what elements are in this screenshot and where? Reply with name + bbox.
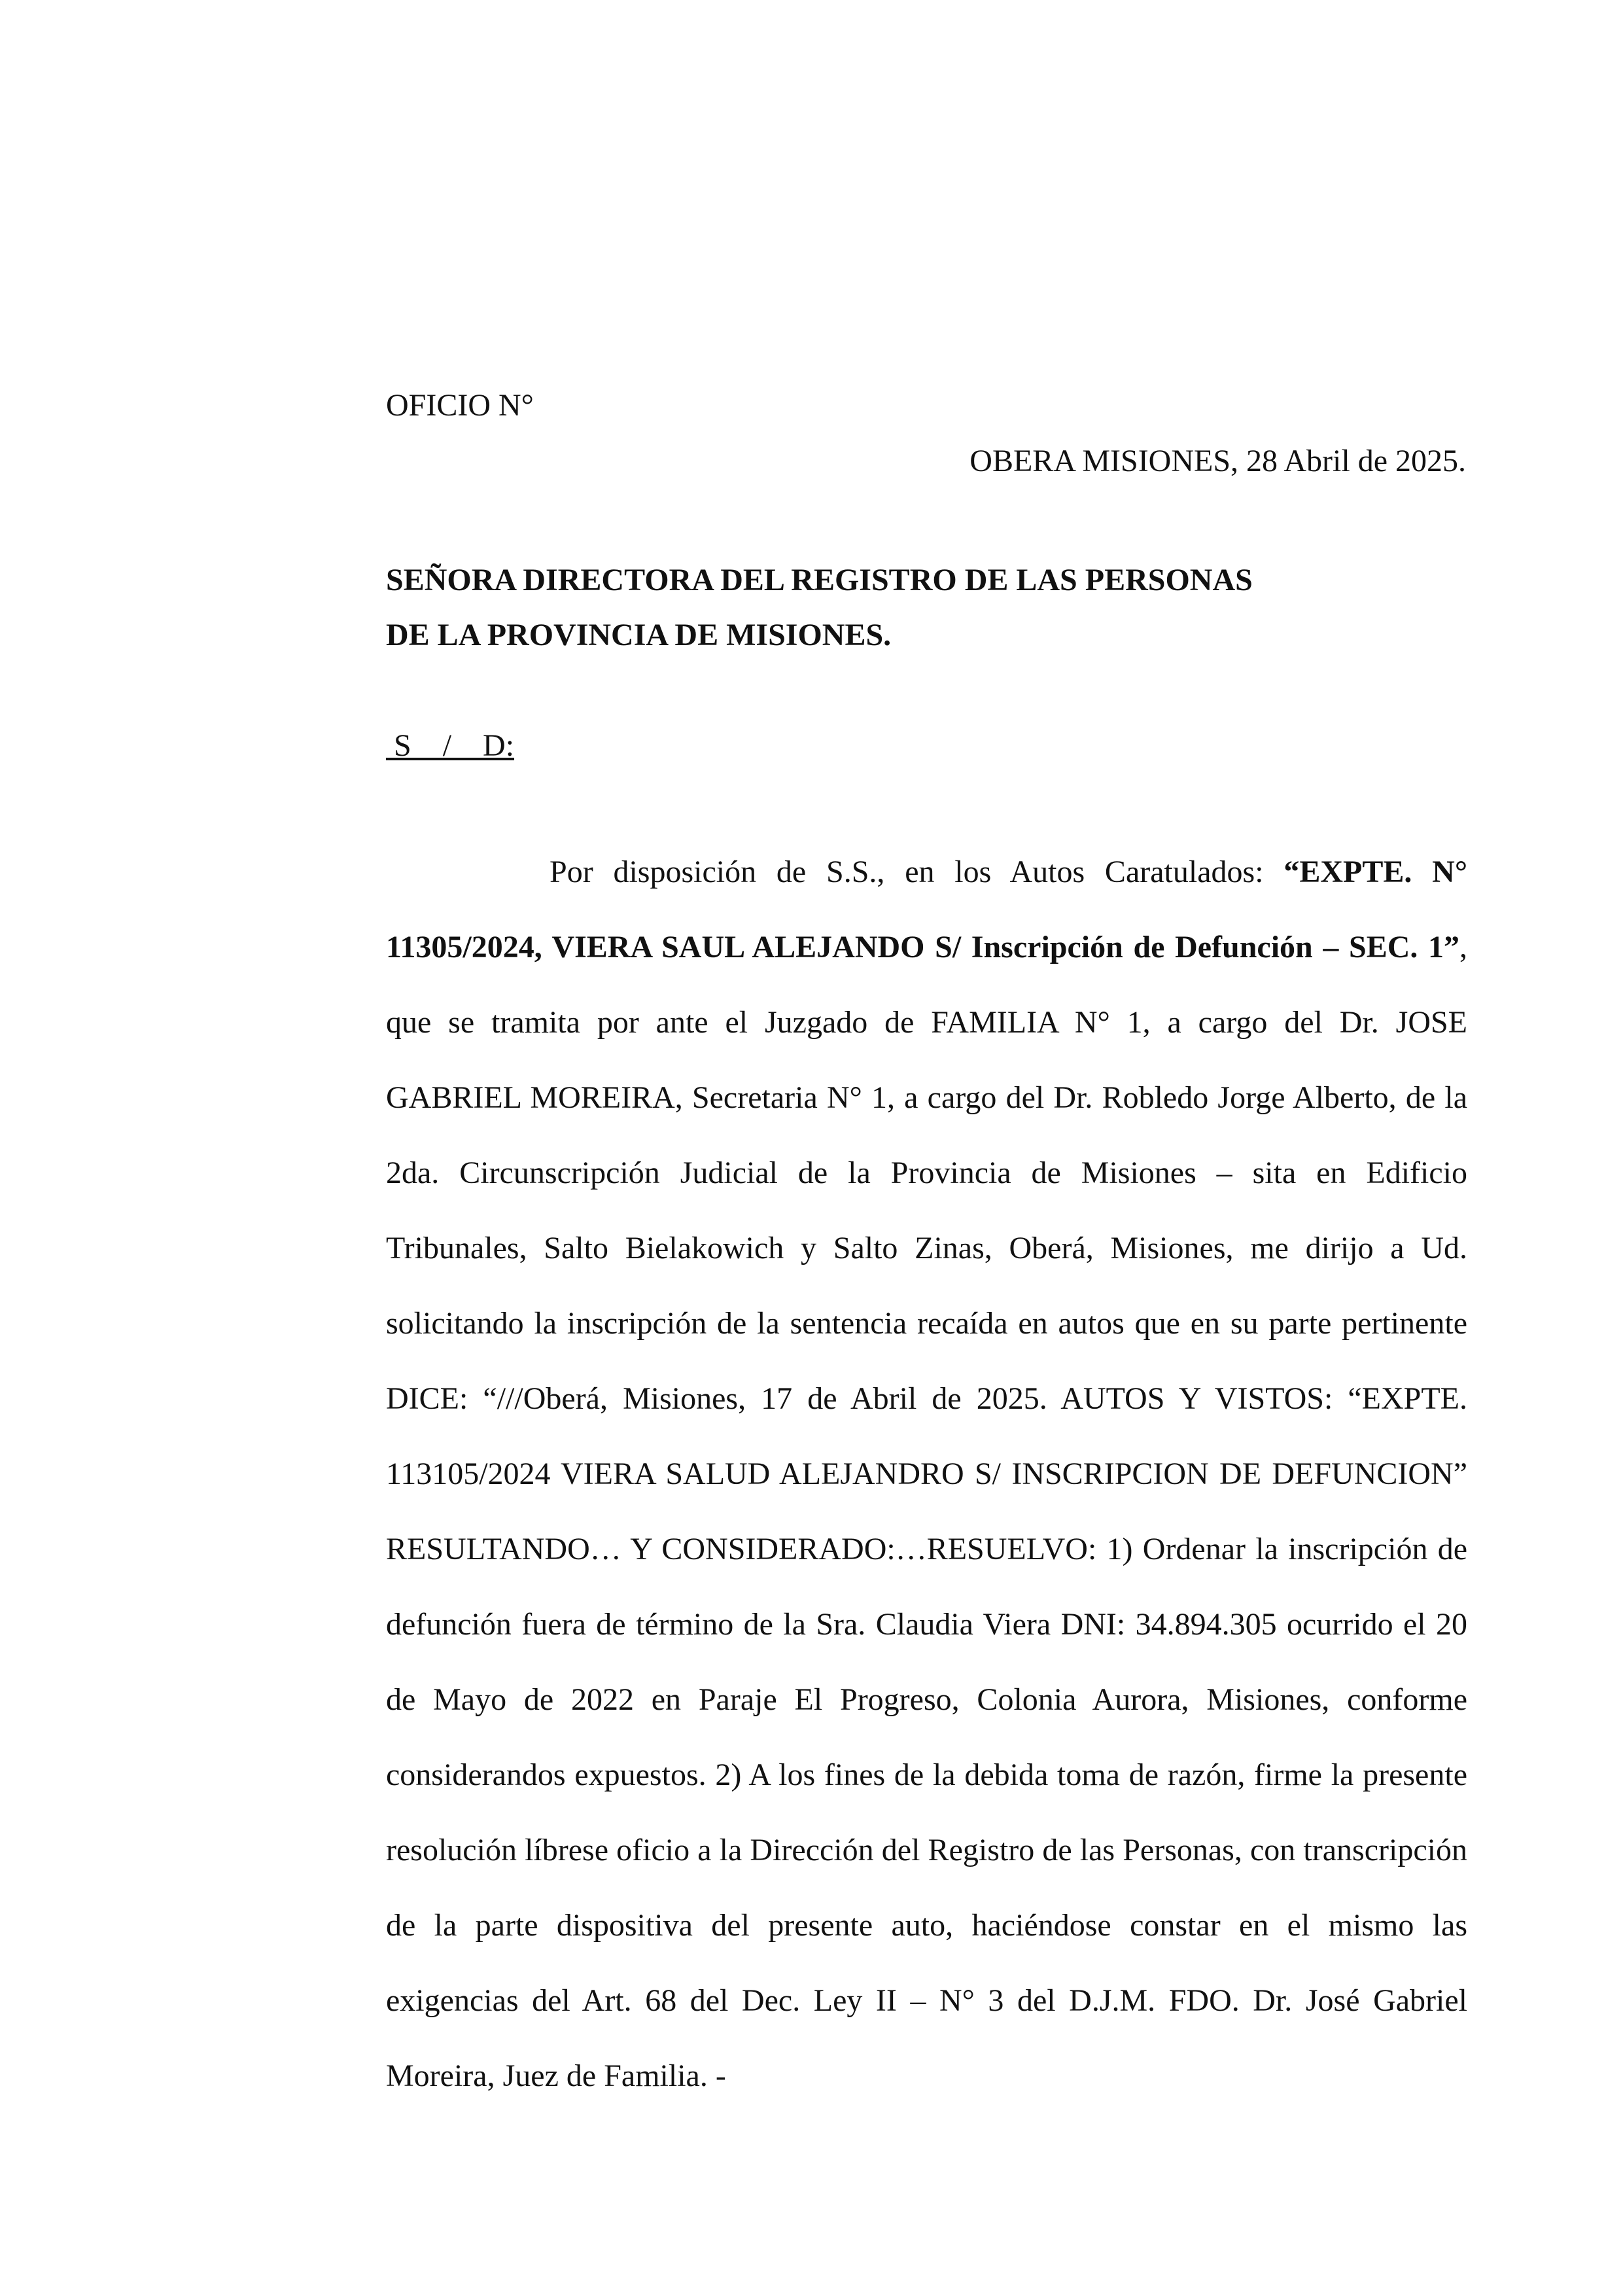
addressee-line-1: SEÑORA DIRECTORA DEL REGISTRO DE LAS PERSONAS <box>386 563 1253 597</box>
body-rest: , que se tramita por ante el Juzgado de FAMILIA N° 1, a cargo del Dr. JOSE GABRIEL MOREIRA, Secretaria N° 1, a cargo del Dr. Robledo Jorge Alberto, de la 2da. Circunscripción Judicial de la Provincia de Misiones – sita en Edificio Tribunales, Salto Bielakowich y Salto Zinas, Oberá, Misiones, me dirijo a Ud. solicitando la inscripción de la sentencia recaída en autos que en su parte pertinente DICE: “///Oberá, Misiones, 17 de Abril de 2025. AUTOS Y VISTOS: “EXPTE. 113105/2024 VIERA SALUD ALEJANDRO S/ INSCRIPCION DE DEFUNCION” RESULTANDO… Y CONSIDERADO:…RESUELVO: 1) Ordenar la inscripción de defunción fuera de término de la Sra. Claudia Viera DNI: 34.894.305 ocurrido el 20 de Mayo de 2022 en Paraje El Progreso, Colonia Aurora, Misiones, conforme considerandos expuestos. 2) A los fines de la debida toma de razón, firme la presente resolución líbrese oficio a la Dirección del Registro de las Personas, con transcripción de la parte dispositiva del presente auto, haciéndose constar en el mismo las exigencias del Art. 68 del Dec. Ley II – N° 3 del D.J.M. FDO. Dr. José Gabriel Moreira, Juez de Familia. - <box>386 930 1467 2093</box>
body-paragraph <box>386 834 1467 2113</box>
oficio-number: OFICIO N° <box>386 388 534 423</box>
addressee-line-2: DE LA PROVINCIA DE MISIONES. <box>386 618 892 652</box>
body-intro: Por disposición de S.S., en los Autos Caratulados: <box>550 855 1284 889</box>
case-caption: “EXPTE. N° 11305/2024, VIERA SAUL ALEJANDO S/ Inscripción de Defunción – SEC. 1” <box>386 855 1468 964</box>
date-line: OBERA MISIONES, 28 Abril de 2025. <box>969 444 1466 478</box>
addressee <box>386 553 1498 663</box>
sd-heading: S / D: <box>386 728 515 763</box>
